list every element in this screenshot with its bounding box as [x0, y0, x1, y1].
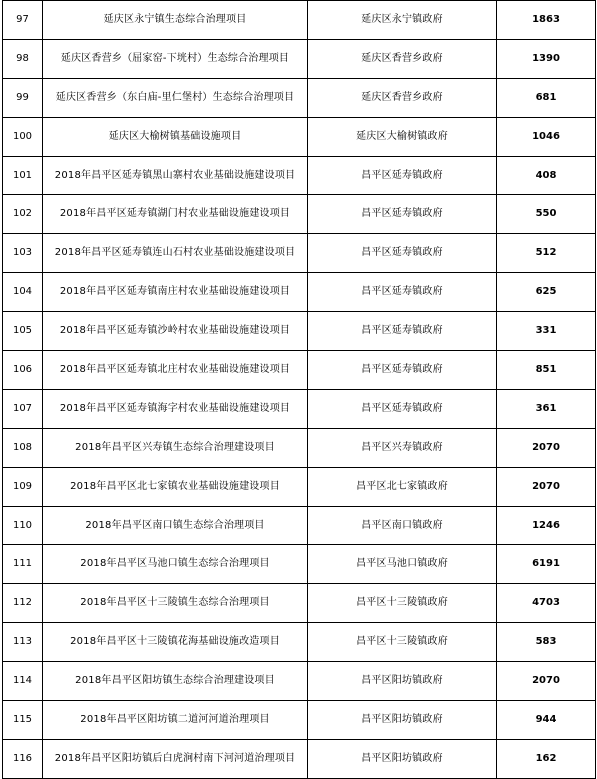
amount-cell: 625 — [497, 273, 596, 312]
table-row — [3, 623, 596, 662]
table-row — [3, 467, 596, 506]
project-name-cell: 2018年昌平区阳坊镇生态综合治理建设项目 — [43, 662, 308, 701]
table-row — [3, 545, 596, 584]
table-row — [3, 739, 596, 778]
responsible-unit-cell: 延庆区大榆树镇政府 — [308, 117, 497, 156]
table-row — [3, 195, 596, 234]
responsible-unit-cell: 延庆区香营乡政府 — [308, 78, 497, 117]
project-name-cell: 2018年昌平区阳坊镇后白虎涧村南下河河道治理项目 — [43, 739, 308, 778]
table-row — [3, 662, 596, 701]
amount-cell: 550 — [497, 195, 596, 234]
table-row — [3, 389, 596, 428]
row-number-cell: 115 — [3, 701, 43, 740]
responsible-unit-cell: 昌平区延寿镇政府 — [308, 351, 497, 390]
row-number-cell: 116 — [3, 739, 43, 778]
responsible-unit-cell: 昌平区十三陵镇政府 — [308, 623, 497, 662]
amount-cell: 944 — [497, 701, 596, 740]
project-name-cell: 延庆区香营乡（东白庙-里仁堡村）生态综合治理项目 — [43, 78, 308, 117]
responsible-unit-cell: 昌平区延寿镇政府 — [308, 195, 497, 234]
project-name-cell: 2018年昌平区阳坊镇二道河河道治理项目 — [43, 701, 308, 740]
row-number-cell: 108 — [3, 428, 43, 467]
amount-cell: 162 — [497, 739, 596, 778]
amount-cell: 361 — [497, 389, 596, 428]
project-name-cell: 延庆区香营乡（屈家窑-下垙村）生态综合治理项目 — [43, 39, 308, 78]
project-name-cell: 2018年昌平区十三陵镇花海基础设施改造项目 — [43, 623, 308, 662]
amount-cell: 512 — [497, 234, 596, 273]
amount-cell: 681 — [497, 78, 596, 117]
row-number-cell: 110 — [3, 506, 43, 545]
table-row — [3, 39, 596, 78]
responsible-unit-cell: 昌平区南口镇政府 — [308, 506, 497, 545]
table-row — [3, 1, 596, 40]
row-number-cell: 112 — [3, 584, 43, 623]
responsible-unit-cell: 昌平区阳坊镇政府 — [308, 701, 497, 740]
amount-cell: 1246 — [497, 506, 596, 545]
row-number-cell: 109 — [3, 467, 43, 506]
project-name-cell: 2018年昌平区延寿镇海字村农业基础设施建设项目 — [43, 389, 308, 428]
responsible-unit-cell: 延庆区永宁镇政府 — [308, 1, 497, 40]
amount-cell: 4703 — [497, 584, 596, 623]
responsible-unit-cell: 昌平区延寿镇政府 — [308, 156, 497, 195]
table-row — [3, 506, 596, 545]
table-row — [3, 117, 596, 156]
responsible-unit-cell: 延庆区香营乡政府 — [308, 39, 497, 78]
row-number-cell: 106 — [3, 351, 43, 390]
responsible-unit-cell: 昌平区马池口镇政府 — [308, 545, 497, 584]
table-row — [3, 78, 596, 117]
responsible-unit-cell: 昌平区阳坊镇政府 — [308, 662, 497, 701]
project-name-cell: 2018年昌平区延寿镇北庄村农业基础设施建设项目 — [43, 351, 308, 390]
table-row — [3, 584, 596, 623]
project-name-cell: 2018年昌平区延寿镇沙岭村农业基础设施建设项目 — [43, 312, 308, 351]
row-number-cell: 103 — [3, 234, 43, 273]
amount-cell: 331 — [497, 312, 596, 351]
project-name-cell: 2018年昌平区南口镇生态综合治理项目 — [43, 506, 308, 545]
project-table — [2, 0, 596, 779]
row-number-cell: 111 — [3, 545, 43, 584]
project-name-cell: 2018年昌平区马池口镇生态综合治理项目 — [43, 545, 308, 584]
table-row — [3, 428, 596, 467]
amount-cell: 408 — [497, 156, 596, 195]
amount-cell: 851 — [497, 351, 596, 390]
row-number-cell: 107 — [3, 389, 43, 428]
project-name-cell: 2018年昌平区兴寿镇生态综合治理建设项目 — [43, 428, 308, 467]
row-number-cell: 113 — [3, 623, 43, 662]
responsible-unit-cell: 昌平区延寿镇政府 — [308, 312, 497, 351]
amount-cell: 583 — [497, 623, 596, 662]
responsible-unit-cell: 昌平区延寿镇政府 — [308, 234, 497, 273]
project-name-cell: 延庆区永宁镇生态综合治理项目 — [43, 1, 308, 40]
table-row — [3, 156, 596, 195]
row-number-cell: 100 — [3, 117, 43, 156]
amount-cell: 1390 — [497, 39, 596, 78]
table-row — [3, 351, 596, 390]
row-number-cell: 99 — [3, 78, 43, 117]
project-name-cell: 2018年昌平区延寿镇连山石村农业基础设施建设项目 — [43, 234, 308, 273]
project-name-cell: 延庆区大榆树镇基础设施项目 — [43, 117, 308, 156]
project-name-cell: 2018年昌平区延寿镇黑山寨村农业基础设施建设项目 — [43, 156, 308, 195]
table-body — [3, 1, 596, 779]
table-row — [3, 273, 596, 312]
amount-cell: 1046 — [497, 117, 596, 156]
project-name-cell: 2018年昌平区延寿镇南庄村农业基础设施建设项目 — [43, 273, 308, 312]
responsible-unit-cell: 昌平区十三陵镇政府 — [308, 584, 497, 623]
responsible-unit-cell: 昌平区兴寿镇政府 — [308, 428, 497, 467]
responsible-unit-cell: 昌平区北七家镇政府 — [308, 467, 497, 506]
responsible-unit-cell: 昌平区阳坊镇政府 — [308, 739, 497, 778]
row-number-cell: 97 — [3, 1, 43, 40]
amount-cell: 2070 — [497, 428, 596, 467]
row-number-cell: 98 — [3, 39, 43, 78]
responsible-unit-cell: 昌平区延寿镇政府 — [308, 389, 497, 428]
row-number-cell: 102 — [3, 195, 43, 234]
responsible-unit-cell: 昌平区延寿镇政府 — [308, 273, 497, 312]
amount-cell: 2070 — [497, 467, 596, 506]
table-row — [3, 701, 596, 740]
row-number-cell: 101 — [3, 156, 43, 195]
table-row — [3, 312, 596, 351]
row-number-cell: 104 — [3, 273, 43, 312]
project-name-cell: 2018年昌平区延寿镇湖门村农业基础设施建设项目 — [43, 195, 308, 234]
row-number-cell: 105 — [3, 312, 43, 351]
project-name-cell: 2018年昌平区北七家镇农业基础设施建设项目 — [43, 467, 308, 506]
table-row — [3, 234, 596, 273]
amount-cell: 2070 — [497, 662, 596, 701]
amount-cell: 6191 — [497, 545, 596, 584]
row-number-cell: 114 — [3, 662, 43, 701]
project-name-cell: 2018年昌平区十三陵镇生态综合治理项目 — [43, 584, 308, 623]
amount-cell: 1863 — [497, 1, 596, 40]
